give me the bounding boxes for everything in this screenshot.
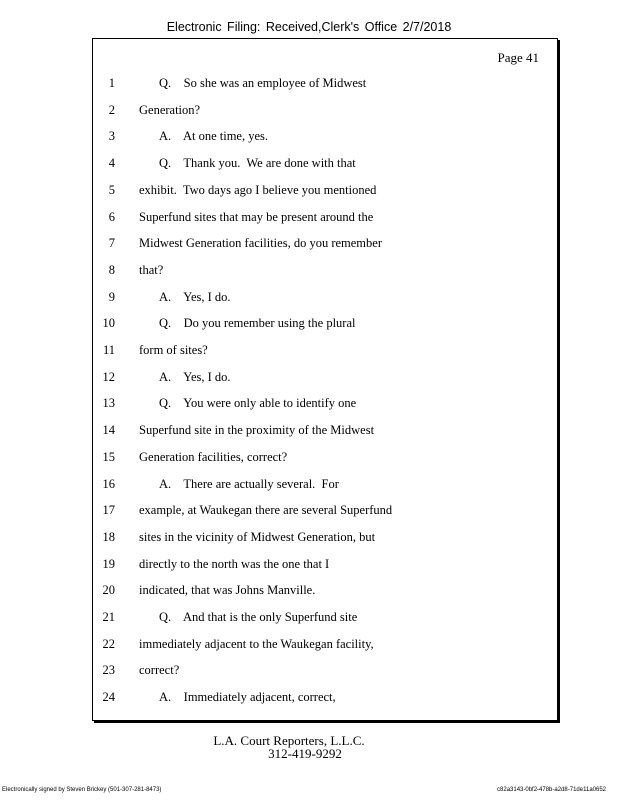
line-number: 18 — [102, 529, 115, 544]
line-text: Q. So she was an employee of Midwest — [159, 76, 367, 90]
line-number: 19 — [102, 556, 115, 571]
line-number: 2 — [108, 102, 115, 117]
line-number: 7 — [108, 236, 115, 251]
line-number: 1 — [108, 76, 115, 90]
line-text: A. Yes, I do. — [159, 369, 231, 384]
line-text: Q. Do you remember using the plural — [159, 316, 356, 331]
transcript-line — [93, 73, 553, 93]
transcript-page — [92, 38, 558, 721]
transcript-line — [93, 393, 553, 413]
transcript-line — [93, 420, 553, 440]
transcript-line — [93, 607, 553, 627]
line-number: 20 — [102, 583, 115, 598]
line-number: 21 — [102, 610, 115, 624]
transcript-line — [93, 554, 553, 574]
line-text: A. Immediately adjacent, correct, — [159, 690, 336, 705]
line-text: Superfund sites that may be present around the — [139, 209, 374, 224]
transcript-line — [93, 660, 553, 680]
line-number: 3 — [108, 129, 115, 144]
line-number: 12 — [102, 369, 115, 384]
line-text: sites in the vicinity of Midwest Generation, but — [139, 529, 376, 544]
line-number: 16 — [102, 476, 115, 491]
footer-company: L.A. Court Reporters, L.L.C. — [213, 733, 365, 748]
line-text: Q. And that is the only Superfund site — [159, 610, 358, 624]
line-number: 11 — [102, 343, 115, 357]
line-text: Generation? — [139, 102, 201, 117]
document-id: c82a3143-0bf2-478b-a2d8-71de11a0652 — [497, 787, 606, 793]
transcript-line — [93, 313, 553, 333]
line-number: 15 — [102, 449, 115, 464]
line-number: 22 — [102, 636, 115, 651]
line-number: 14 — [102, 423, 115, 438]
line-text: Midwest Generation facilities, do you remember — [139, 236, 382, 251]
transcript-line — [93, 634, 553, 654]
line-text: Generation facilities, correct? — [139, 449, 288, 464]
line-number: 24 — [102, 690, 115, 705]
line-number: 6 — [108, 209, 115, 224]
line-number: 13 — [102, 396, 115, 411]
line-number: 17 — [102, 503, 115, 518]
transcript-line — [93, 126, 553, 146]
line-number: 8 — [108, 262, 115, 277]
line-text: exhibit. Two days ago I believe you mentioned — [139, 182, 377, 197]
transcript-line — [93, 153, 553, 173]
line-text: Superfund site in the proximity of the Midwest — [139, 423, 375, 438]
electronic-signature: Electronically signed by Steven Brickey (501-307-281-8473) — [2, 787, 162, 793]
line-number: 10 — [102, 316, 115, 331]
transcript-line — [93, 687, 553, 707]
line-text: immediately adjacent to the Waukegan facility, — [139, 636, 374, 651]
transcript-line — [93, 207, 553, 227]
transcript-line — [93, 260, 553, 280]
transcript-line — [93, 367, 553, 387]
line-number: 5 — [108, 182, 115, 197]
line-text: A. Yes, I do. — [159, 289, 231, 304]
transcript-line — [93, 580, 553, 600]
transcript-line — [93, 100, 553, 120]
footer-phone: 312-419-9292 — [268, 746, 342, 761]
line-text: directly to the north was the one that I — [139, 556, 330, 571]
transcript-line — [93, 527, 553, 547]
line-number: 23 — [102, 663, 115, 678]
line-text: example, at Waukegan there are several Superfund — [139, 503, 393, 518]
line-number: 9 — [108, 289, 115, 304]
transcript-line — [93, 180, 553, 200]
line-text: correct? — [139, 663, 180, 678]
line-text: A. At one time, yes. — [159, 129, 269, 144]
transcript-line — [93, 233, 553, 253]
line-text: indicated, that was Johns Manville. — [139, 583, 316, 598]
line-number: 4 — [108, 156, 115, 171]
transcript-line — [93, 447, 553, 467]
filing-header: Electronic Filing: Received,Clerk's Office 2/7/2018 — [166, 20, 452, 34]
line-text: Q. Thank you. We are done with that — [159, 156, 356, 171]
transcript-line — [93, 340, 553, 360]
transcript-line — [93, 474, 553, 494]
line-text: A. There are actually several. For — [159, 476, 339, 491]
line-text: Q. You were only able to identify one — [159, 396, 357, 411]
transcript-line — [93, 287, 553, 307]
transcript-line — [93, 500, 553, 520]
line-text: form of sites? — [139, 343, 208, 357]
page-number: Page 41 — [497, 50, 539, 65]
line-text: that? — [139, 262, 164, 277]
